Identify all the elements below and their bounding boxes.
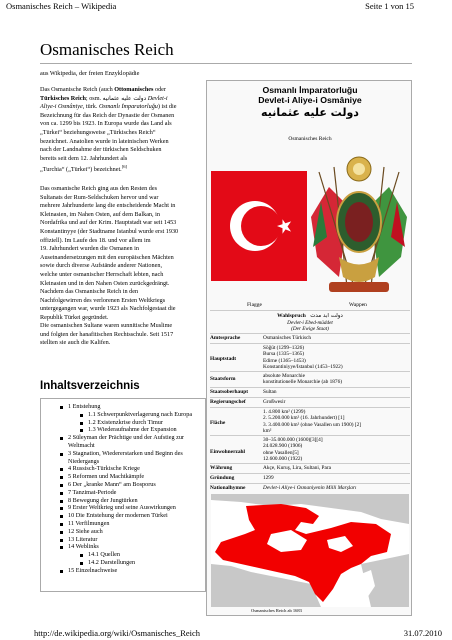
- intro-line-2: Türkisches Reich; osm. دولت عليه عثمانيه Devlet-i: [40, 94, 168, 102]
- intro-line-8: nach der Landnahme der türkischen Seldschuken: [40, 146, 162, 154]
- toc-item[interactable]: [41, 520, 207, 528]
- toc-item[interactable]: [41, 473, 207, 481]
- row-divider-einwohner: [210, 435, 410, 436]
- toc-item[interactable]: [41, 536, 207, 544]
- history-line-13: Nachdem das Osmanische Reich in den: [40, 288, 139, 296]
- history-line-16: Republik Türkei gegründet.: [40, 313, 109, 321]
- history-line-2: Sultanats der Rum-Seldschuken hervor und war: [40, 193, 159, 201]
- toc-item-label: 3 Stagnation, Wiedererstarken und Beginn des Niedergangs: [68, 449, 183, 465]
- row-val-amtssprache: [263, 335, 409, 341]
- toc-item[interactable]: [41, 419, 207, 427]
- area-unit: km²: [263, 427, 272, 434]
- infobox-arabic-name: دولت عليه عثمانيه: [261, 106, 359, 119]
- row-val-hymne: [263, 485, 409, 491]
- bullet-icon: [60, 539, 63, 542]
- history-line-9: Auseinandersetzungen mit den europäischen Mächten: [40, 253, 174, 261]
- coat-shield-center: [345, 202, 373, 242]
- religion-line-3: stellten sie auch die Kalifen.: [40, 339, 111, 347]
- toc-item-label: 8 Bewegung der Jungtürken: [68, 496, 138, 504]
- toc-item-label: 15 Einzelnachweise: [68, 566, 118, 574]
- toc-item[interactable]: [41, 403, 207, 411]
- row-key-amtssprache: Amtssprache: [210, 335, 241, 341]
- toc-item-label: 1 Entstehung: [68, 403, 101, 410]
- row-val-staatsoberhaupt: [263, 389, 409, 395]
- area-1900: 3. 3.400.000 km² (ohne Vasallen um 1900) [2]: [263, 421, 361, 428]
- bullet-icon: [60, 546, 63, 549]
- toc-item-label: 14 Weblinks: [68, 543, 99, 551]
- intro-line-3: Aliye-i Osmâniye, türk. Osmanlı İmparatorluğu) ist die: [40, 103, 177, 111]
- bullet-icon: [60, 476, 63, 479]
- bullet-icon: [80, 429, 83, 432]
- infobox-caption: Osmanisches Reich: [288, 136, 332, 142]
- bullet-icon: [80, 562, 83, 565]
- toc-item-label: 12 Siehe auch: [68, 527, 103, 535]
- row-divider-hauptstadt: [210, 343, 410, 344]
- toc-item-label: 13 Literatur: [68, 535, 98, 543]
- bullet-icon: [60, 453, 63, 456]
- territory-map-image[interactable]: [211, 494, 409, 607]
- history-line-15: untergegangen war, wurde 1923 als Nachfolgestaat die: [40, 305, 176, 313]
- toc-item-label: 14.2 Darstellungen: [88, 558, 136, 566]
- link-tuerk[interactable]: türk.: [85, 103, 98, 111]
- row-key-einwohner: Einwohnerzahl: [210, 449, 246, 455]
- print-header-page: Seite 1 von 15: [365, 1, 414, 11]
- row-key-waehrung: Währung: [210, 465, 233, 471]
- flag-image[interactable]: [211, 147, 307, 301]
- area-16th-century: 2. 5.200.000 km² (16. Jahrhundert) [1]: [263, 415, 345, 422]
- toc-item-label: 9 Erster Weltkrieg und seine Auswirkungen: [68, 504, 176, 512]
- row-divider-staatsoberhaupt: [210, 387, 410, 388]
- bullet-icon: [60, 492, 63, 495]
- row-val-flaeche: [263, 409, 409, 434]
- intro-line-4: Bezeichnung für das Reich der Dynastie der Osmanen: [40, 111, 175, 119]
- row-divider-hymne: [210, 483, 410, 484]
- bullet-icon: [60, 468, 63, 471]
- intro-line-10: „Turchia“ („Türkei“) bezeichnet.[6]: [40, 164, 128, 174]
- motto-arabic: دولت ابد مدت: [310, 313, 343, 319]
- row-key-regierungschef: Regierungschef: [210, 399, 246, 405]
- bullet-icon: [60, 515, 63, 518]
- row-key-flaeche: Fläche: [210, 420, 226, 426]
- map-caption: Osmanisches Reich ab 1683: [251, 608, 302, 613]
- religion-line-2: und folgten der hanafitischen Rechtsschule. Seit 1517: [40, 330, 174, 338]
- coat-of-arms-label: Wappen: [349, 302, 367, 308]
- print-footer: [0, 627, 452, 639]
- toc-item-label: 7 Tanzimat-Periode: [68, 488, 117, 496]
- print-header: [0, 0, 452, 12]
- site-subtitle: aus Wikipedia, der freien Enzyklopädie: [40, 70, 140, 77]
- row-val-regierungschef: [263, 399, 409, 405]
- capital-edirne[interactable]: Edirne (1365–1453): [263, 357, 306, 364]
- toc-item[interactable]: [41, 450, 207, 466]
- row-divider-staatsform: [210, 371, 410, 372]
- bullet-icon: [60, 500, 63, 503]
- toc-item[interactable]: [41, 559, 207, 567]
- row-divider-flaeche: [210, 407, 410, 408]
- population-1906: 24.028.900 (1906): [263, 443, 303, 450]
- toc-item[interactable]: [41, 465, 207, 473]
- form-constitutional-monarchy[interactable]: konstitutionelle Monarchie (ab 1876): [263, 379, 342, 386]
- toc-item-label: 6 Der „kranke Mann“ am Bosporus: [68, 480, 156, 488]
- area-1299: 1. 4.800 km² (1299): [263, 409, 306, 415]
- alt-name-ottomanisches: Ottomanisches: [114, 86, 154, 93]
- history-line-5: Nordafrika und auf der Krim. Hauptstadt war seit 1453: [40, 219, 177, 227]
- intro-line-5: von ca. 1299 bis 1923. In Europa wurde das Land als: [40, 120, 172, 128]
- coat-sun-inner: [353, 163, 365, 175]
- founding-value: 1299: [263, 475, 274, 481]
- arabic-name: دولت عليه عثمانيه: [102, 95, 147, 102]
- row-val-hauptstadt: [263, 345, 409, 370]
- toc-item-label: 1.2 Existenzkrise durch Timur: [88, 418, 163, 426]
- toc-item[interactable]: [41, 504, 207, 512]
- alt-name-tuerkisches: Türkisches Reich: [40, 94, 86, 102]
- currency-value[interactable]: Akçe, Kuruş, Lira, Sultani, Para: [263, 465, 331, 471]
- infobox: [206, 80, 412, 616]
- toc-item-label: 1.3 Wiederaufnahme der Expansion: [88, 426, 177, 434]
- flag-svg: [211, 147, 307, 301]
- toc-item-label: 4 Russisch-Türkische Kriege: [68, 465, 140, 473]
- toc-item[interactable]: [41, 551, 207, 559]
- intro-line-9: bereits seit dem 12. Jahrhundert als: [40, 154, 128, 162]
- bullet-icon: [80, 422, 83, 425]
- bullet-icon: [80, 414, 83, 417]
- flag-crescent-inner: [241, 206, 281, 246]
- print-footer-date: 31.07.2010: [403, 628, 442, 638]
- infobox-title-ottoman: Devlet-i Aliye-i Osmâniye: [258, 95, 362, 105]
- head-of-government-value[interactable]: Großwesir: [263, 399, 286, 405]
- toc-heading: Inhaltsverzeichnis: [40, 380, 140, 392]
- territory-map-svg: [211, 494, 409, 607]
- capital-soguet[interactable]: Söğüt (1299–1326): [263, 345, 305, 351]
- history-line-10: sowie durch diverse Aufstände anderer Nationen,: [40, 262, 162, 270]
- bullet-icon: [60, 406, 63, 409]
- row-divider-amtssprache: [210, 333, 410, 334]
- toc-item-label: 11 Verfilmungen: [68, 519, 110, 527]
- toc-item-label: 2 Süleyman der Prächtige und der Aufstieg zur Weltmacht: [68, 434, 184, 449]
- history-line-12: Kleinasien und in den Nahen Osten zurückgedrängt.: [40, 279, 170, 287]
- bullet-icon: [60, 484, 63, 487]
- coat-of-arms-svg: [309, 147, 409, 301]
- print-header-title: Osmanisches Reich – Wikipedia: [6, 1, 117, 11]
- population-1600: 30–35.000.000 (1600)[3][4]: [263, 437, 323, 443]
- coat-base: [339, 257, 379, 282]
- motto-translation: (Der Ewige Staat): [291, 326, 329, 332]
- intro-paragraph: [40, 86, 206, 175]
- row-val-gruendung: [263, 475, 409, 481]
- row-divider-gruendung: [210, 473, 410, 474]
- population-1922: 12.600.000 (1922): [263, 455, 303, 462]
- row-key-gruendung: Gründung: [210, 475, 235, 481]
- toc-item-label: 10 Die Entstehung der modernen Türkei: [68, 512, 168, 520]
- toc-item-label: 5 Reformen und Machtkämpfe: [68, 473, 145, 481]
- page-title: Osmanisches Reich: [40, 40, 174, 59]
- anthem-value[interactable]: Devlet-i Aliye-i Osmaniyenin Milli Marşları: [263, 485, 357, 491]
- intro-line-6: „Türkei“ beziehungsweise „Türkisches Reich“: [40, 128, 156, 136]
- history-line-8: 19. Jahrhundert wurden die Osmanen in: [40, 245, 139, 253]
- intro-line-7: bezeichnet. Anatolien wurde in lateinischen Werken: [40, 137, 169, 145]
- row-key-hauptstadt: Hauptstadt: [210, 356, 237, 362]
- religion-paragraph: [40, 322, 206, 348]
- amtssprache-value: Osmanisches Türkisch: [263, 335, 312, 341]
- bullet-icon: [60, 523, 63, 526]
- history-line-7: offiziell). Im Laufe des 18. und vor allem im: [40, 236, 151, 244]
- toc-item[interactable]: [41, 497, 207, 505]
- form-absolute-monarchy[interactable]: absolute Monarchie: [263, 373, 305, 379]
- infobox-title: [207, 85, 413, 105]
- bullet-icon: [80, 554, 83, 557]
- history-line-6: Konstantinyye (der Stadtname Istanbul wurde erst 1930: [40, 227, 179, 235]
- toc-item[interactable]: [41, 481, 207, 489]
- row-key-staatsoberhaupt: Staatsoberhaupt: [210, 389, 249, 395]
- flag-label: Flagge: [247, 302, 262, 308]
- population-without-vassals: ohne Vasallen[5]: [263, 449, 299, 456]
- toc-item[interactable]: [41, 411, 207, 419]
- motto-translit: Devlet-i Ebed-müddet: [287, 320, 333, 326]
- row-key-staatsform: Staatsform: [210, 376, 236, 382]
- bullet-icon: [60, 507, 63, 510]
- history-line-4: Kleinasien, im Nahen Osten, auf dem Balkan, in: [40, 210, 160, 218]
- toc-item[interactable]: [41, 512, 207, 520]
- history-paragraph: [40, 185, 206, 323]
- history-line-11: welche unter osmanischer Herrschaft lebten, nach: [40, 270, 164, 278]
- head-of-state-value[interactable]: Sultan: [263, 389, 277, 395]
- print-footer-url: http://de.wikipedia.org/wiki/Osmanisches_Reich: [34, 628, 201, 638]
- capital-bursa[interactable]: Bursa (1335–1365): [263, 351, 305, 358]
- religion-line-1: Die osmanischen Sultane waren sunnitische Muslime: [40, 322, 173, 329]
- translit-name: Devlet-i: [147, 94, 168, 102]
- bullet-icon: [60, 437, 63, 440]
- history-line-14: Nachfolgewirren des verlorenen Ersten Weltkriegs: [40, 296, 166, 304]
- row-val-staatsform: [263, 373, 409, 386]
- toc-list: [41, 403, 207, 575]
- row-key-hymne: Nationalhymne: [210, 485, 246, 491]
- history-line-3: mehrere Jahrhunderte lang die entscheidende Macht in: [40, 202, 176, 210]
- toc-item[interactable]: [41, 489, 207, 497]
- toc-item[interactable]: [41, 434, 207, 450]
- row-divider-waehrung: [210, 463, 410, 464]
- link-osm[interactable]: osm.: [89, 94, 102, 102]
- infobox-divider: [210, 310, 410, 311]
- toc-item[interactable]: [41, 543, 207, 551]
- history-line-1: Das osmanische Reich ging aus den Resten des: [40, 185, 158, 192]
- bullet-icon: [60, 570, 63, 573]
- bullet-icon: [60, 531, 63, 534]
- title-divider: [40, 63, 412, 64]
- toc-item[interactable]: [41, 426, 207, 434]
- toc-item-label: 14.1 Quellen: [88, 551, 120, 559]
- row-val-waehrung: [263, 465, 409, 471]
- table-of-contents: [40, 398, 206, 592]
- toc-item[interactable]: [41, 528, 207, 536]
- intro-line-1: Das Osmanische Reich (auch Ottomanisches oder: [40, 86, 166, 93]
- motto-heading: Wahlspruch دولت ابد مدت: [277, 313, 343, 319]
- infobox-title-turkish: Osmanlı İmparatorluğu: [262, 85, 358, 95]
- toc-item[interactable]: [41, 567, 207, 575]
- capital-istanbul[interactable]: Konstantiniyye/Istanbul (1453–1922): [263, 363, 343, 370]
- row-val-einwohner: [263, 437, 409, 462]
- coat-ribbon: [329, 282, 389, 292]
- toc-item-label: 1.1 Schwerpunktverlagerung nach Europa: [88, 410, 193, 418]
- row-divider-regierungschef: [210, 397, 410, 398]
- coat-of-arms-image[interactable]: [309, 147, 409, 301]
- reference-6[interactable]: [6]: [121, 164, 128, 170]
